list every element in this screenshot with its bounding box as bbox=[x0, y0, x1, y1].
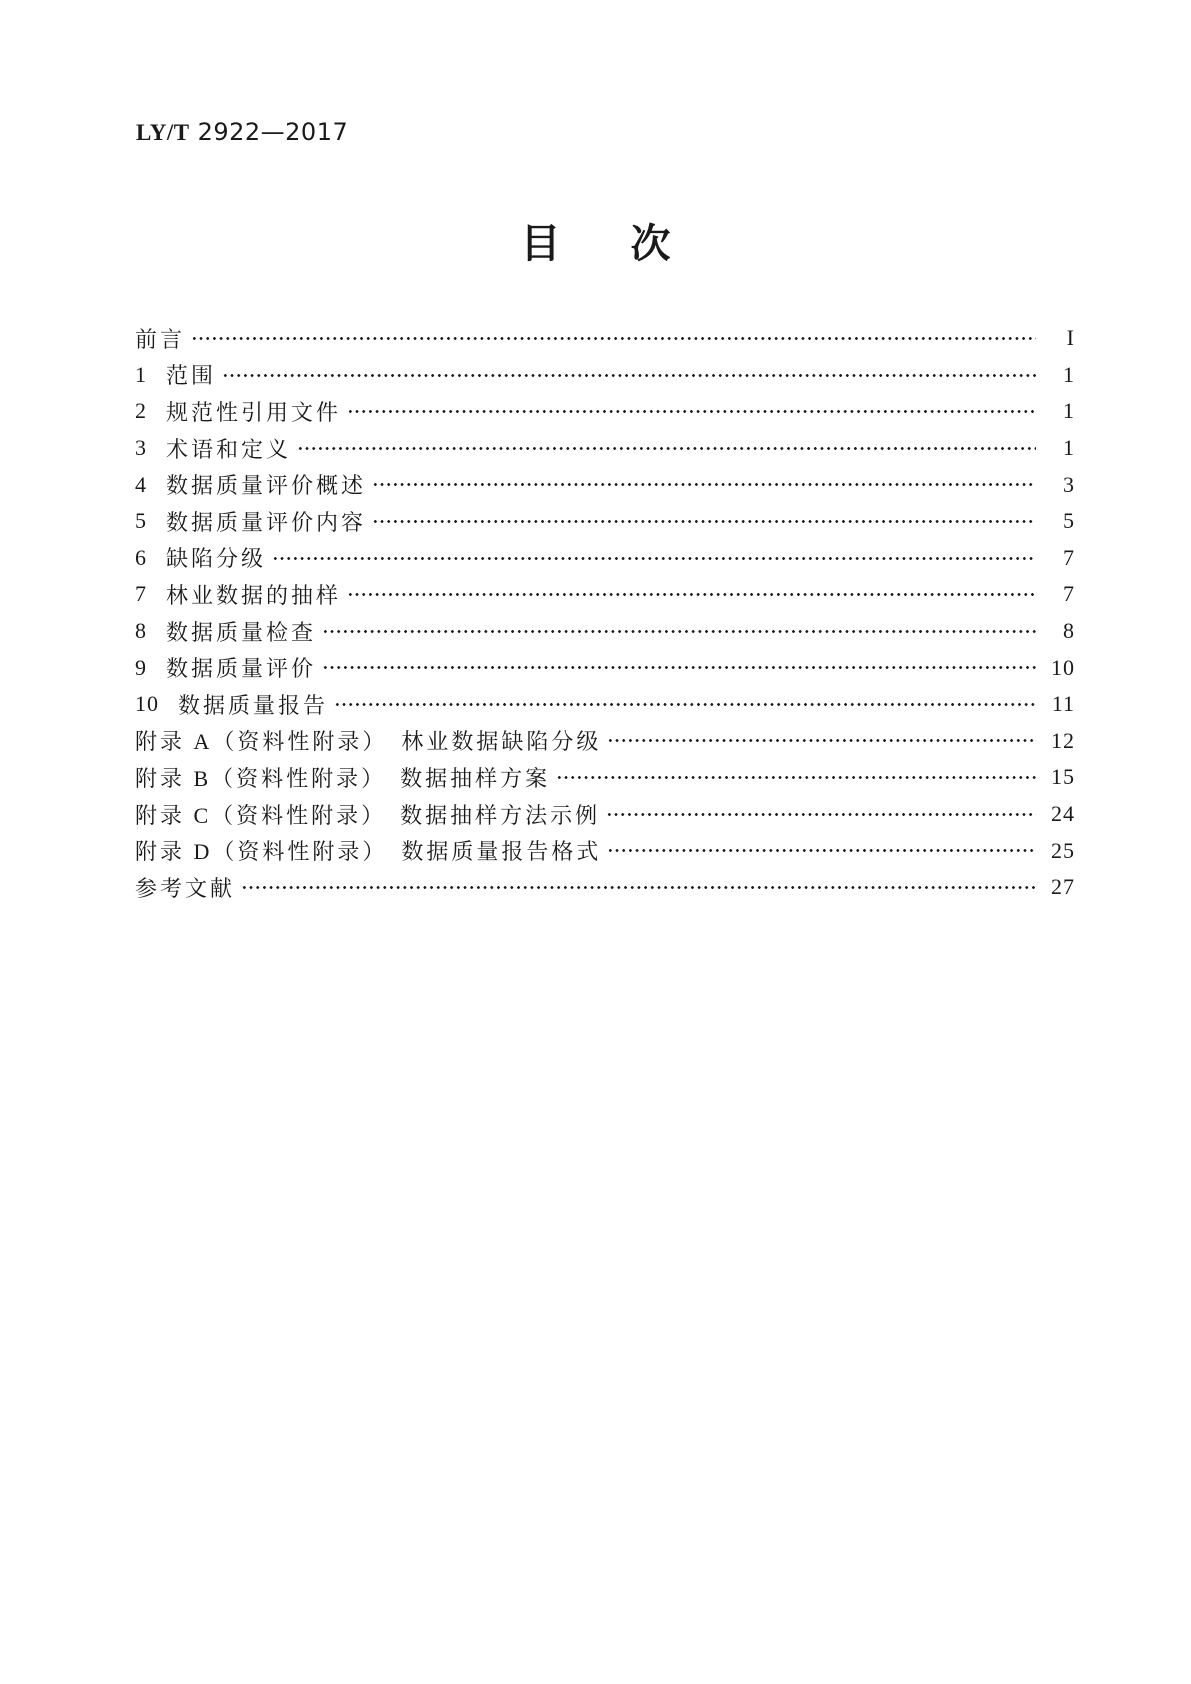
toc-entry-page: 5 bbox=[1063, 508, 1075, 534]
toc-entry-label: 林业数据的抽样 bbox=[166, 582, 342, 608]
toc-entry-page: 10 bbox=[1051, 654, 1075, 680]
toc-entry-label: 规范性引用文件 bbox=[166, 399, 342, 425]
toc-entry-number: 9 bbox=[135, 654, 147, 680]
toc-entry bbox=[135, 613, 1075, 650]
toc-entry-page: 15 bbox=[1051, 764, 1075, 790]
toc-entry bbox=[135, 320, 1075, 357]
toc-entry bbox=[135, 869, 1075, 906]
toc-entry-label: 附录 D（资料性附录） 数据质量报告格式 bbox=[135, 839, 602, 865]
toc-leader-dots bbox=[241, 869, 1036, 906]
toc-leader-dots bbox=[222, 357, 1036, 394]
toc-entry-number: 3 bbox=[135, 435, 147, 461]
toc-entry-number: 7 bbox=[135, 581, 147, 607]
toc-entry bbox=[135, 759, 1075, 796]
toc-entry-number: 8 bbox=[135, 618, 147, 644]
toc-entry-page: 25 bbox=[1051, 837, 1075, 863]
document-code bbox=[136, 118, 348, 146]
toc-entry-page: 11 bbox=[1051, 691, 1075, 717]
toc-entry-number: 1 bbox=[135, 361, 147, 387]
toc-entry-page: 8 bbox=[1063, 618, 1075, 644]
toc-leader-dots bbox=[297, 430, 1036, 467]
toc-entry-label: 参考文献 bbox=[135, 875, 236, 901]
toc-leader-dots bbox=[322, 649, 1036, 686]
toc-entry-number: 10 bbox=[135, 691, 159, 717]
toc-entry-label: 范围 bbox=[166, 363, 217, 389]
toc-leader-dots bbox=[272, 540, 1036, 577]
toc-entry bbox=[135, 430, 1075, 467]
toc-leader-dots bbox=[372, 466, 1036, 503]
page-title bbox=[0, 212, 1191, 269]
toc-entry-page: 12 bbox=[1051, 727, 1075, 753]
toc-entry bbox=[135, 357, 1075, 394]
toc-entry-number: 6 bbox=[135, 544, 147, 570]
toc-entry bbox=[135, 540, 1075, 577]
toc-entry-label: 前言 bbox=[135, 326, 186, 352]
toc-leader-dots bbox=[191, 320, 1036, 357]
toc-entry bbox=[135, 723, 1075, 760]
document-code-prefix: LY/T bbox=[136, 120, 190, 145]
toc-entry-label: 数据质量评价 bbox=[166, 656, 317, 682]
toc-leader-dots bbox=[347, 393, 1036, 430]
toc-entry bbox=[135, 466, 1075, 503]
toc-entry-label: 附录 A（资料性附录） 林业数据缺陷分级 bbox=[135, 729, 602, 755]
toc-entry-label: 数据质量评价概述 bbox=[166, 473, 367, 499]
toc-entry-label: 附录 B（资料性附录） 数据抽样方案 bbox=[135, 765, 551, 791]
toc-entry-page: 7 bbox=[1063, 581, 1075, 607]
toc-entry-number: 4 bbox=[135, 471, 147, 497]
toc-entry bbox=[135, 686, 1075, 723]
toc-entry-page: 24 bbox=[1051, 801, 1075, 827]
toc-entry-page: 1 bbox=[1063, 398, 1075, 424]
toc-leader-dots bbox=[556, 759, 1036, 796]
toc-entry bbox=[135, 832, 1075, 869]
toc-entry-page: 7 bbox=[1063, 544, 1075, 570]
toc-leader-dots bbox=[606, 796, 1036, 833]
toc-entry-page: I bbox=[1066, 325, 1075, 351]
toc-entry-number: 5 bbox=[135, 508, 147, 534]
toc-leader-dots bbox=[607, 832, 1036, 869]
toc-leader-dots bbox=[334, 686, 1036, 723]
toc-entry-label: 术语和定义 bbox=[166, 436, 292, 462]
toc-entry-page: 1 bbox=[1063, 435, 1075, 461]
page-title-char-1: 目 bbox=[520, 221, 561, 266]
toc-entry-page: 3 bbox=[1063, 471, 1075, 497]
toc-leader-dots bbox=[347, 576, 1036, 613]
toc-entry bbox=[135, 393, 1075, 430]
toc-leader-dots bbox=[322, 613, 1036, 650]
toc-entry-label: 缺陷分级 bbox=[166, 546, 267, 572]
document-code-number: 2922—2017 bbox=[197, 118, 349, 146]
toc-entry-label: 数据质量检查 bbox=[166, 619, 317, 645]
toc-entry-label: 数据质量报告 bbox=[178, 692, 329, 718]
toc-entry-label: 数据质量评价内容 bbox=[166, 509, 367, 535]
toc-entry bbox=[135, 576, 1075, 613]
toc-entry-page: 1 bbox=[1063, 361, 1075, 387]
toc-entry-number: 2 bbox=[135, 398, 147, 424]
toc-leader-dots bbox=[372, 503, 1036, 540]
toc-entry-label: 附录 C（资料性附录） 数据抽样方法示例 bbox=[135, 802, 601, 828]
toc-entry bbox=[135, 649, 1075, 686]
page-title-char-2: 次 bbox=[630, 221, 671, 266]
toc-entry bbox=[135, 503, 1075, 540]
toc-entry bbox=[135, 796, 1075, 833]
toc bbox=[135, 320, 1075, 906]
toc-entry-page: 27 bbox=[1051, 874, 1075, 900]
toc-leader-dots bbox=[607, 723, 1036, 760]
